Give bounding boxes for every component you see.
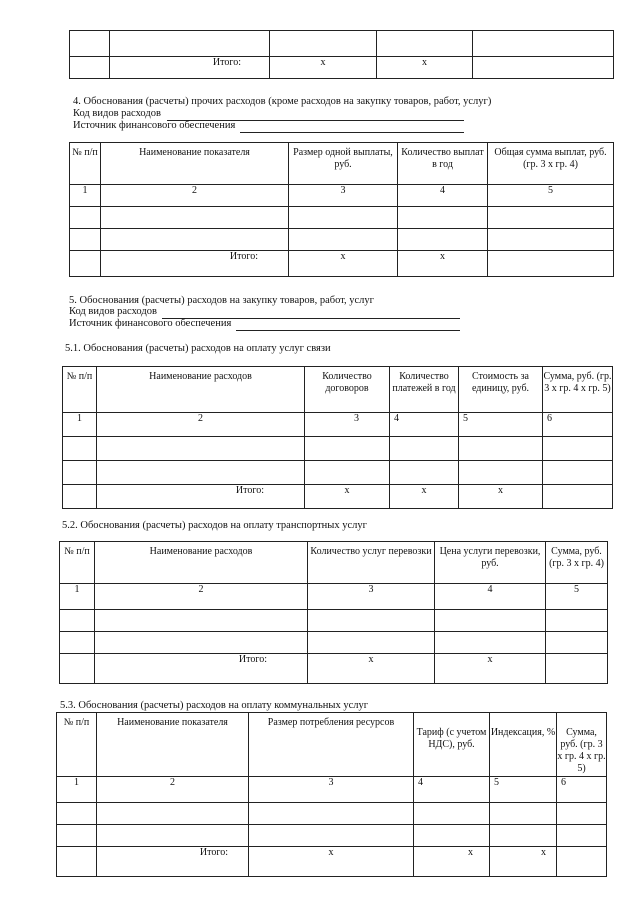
total-label: Итого:	[97, 485, 305, 509]
funding-source-label: Источник финансового обеспечения	[73, 120, 236, 131]
col-header: № п/п	[70, 143, 101, 185]
col-number: 6	[557, 777, 607, 803]
cell-x: х	[270, 57, 377, 79]
funding-source-line	[236, 330, 460, 331]
col-number: 4	[414, 777, 490, 803]
cell-x: х	[377, 57, 473, 79]
col-header: Наименование показателя	[97, 713, 249, 777]
section-4-title: 4. Обоснования (расчеты) прочих расходов (кроме расходов на закупку товаров, работ, услуг)	[73, 96, 492, 107]
cell-x: х	[305, 485, 390, 509]
col-header: Общая сумма выплат, руб. (гр. 3 х гр. 4)	[488, 143, 614, 185]
cell-x: х	[289, 251, 398, 277]
total-label: Итого:	[95, 654, 308, 684]
col-number: 2	[97, 413, 305, 437]
cell-x: х	[398, 251, 488, 277]
cell-x: х	[249, 847, 414, 877]
col-header: Количество услуг перевозки	[308, 542, 435, 584]
col-header: Сумма, руб. (гр. 3 х гр. 4 х гр. 5)	[557, 713, 607, 777]
section-5-3-title: 5.3. Обоснования (расчеты) расходов на оплату коммунальных услуг	[60, 700, 369, 711]
col-number: 3	[305, 413, 390, 437]
section-5-title: 5. Обоснования (расчеты) расходов на закупку товаров, работ, услуг	[69, 295, 374, 306]
col-header: Наименование показателя	[101, 143, 289, 185]
col-number: 3	[308, 584, 435, 610]
col-number: 5	[490, 777, 557, 803]
col-header: Количество выплат в год	[398, 143, 488, 185]
total-label: Итого:	[101, 251, 289, 277]
col-header: № п/п	[63, 367, 97, 413]
col-number: 5	[459, 413, 543, 437]
total-label: Итого:	[110, 57, 270, 79]
col-header: Индексация, %	[490, 713, 557, 777]
col-header: Сумма, руб. (гр. 3 х гр. 4)	[546, 542, 608, 584]
expense-code-label: Код видов расходов	[69, 306, 157, 317]
col-number: 2	[95, 584, 308, 610]
col-header: Размер одной выплаты, руб.	[289, 143, 398, 185]
expense-code-label: Код видов расходов	[73, 108, 161, 119]
funding-source-label: Источник финансового обеспечения	[69, 318, 232, 329]
col-number: 4	[435, 584, 546, 610]
col-number: 2	[97, 777, 249, 803]
table-5-1	[62, 366, 613, 509]
cell-x: х	[459, 485, 543, 509]
cell-x: х	[490, 847, 557, 877]
cell-x: х	[308, 654, 435, 684]
section-5-2-title: 5.2. Обоснования (расчеты) расходов на оплату транспортных услуг	[62, 520, 367, 531]
prev-table-fragment	[69, 30, 614, 79]
table-5-3	[56, 712, 607, 877]
table-4	[69, 142, 614, 277]
cell-x: х	[390, 485, 459, 509]
col-number: 3	[249, 777, 414, 803]
col-header: № п/п	[60, 542, 95, 584]
col-header: Количество платежей в год	[390, 367, 459, 413]
funding-source-line	[240, 132, 464, 133]
col-number: 6	[543, 413, 613, 437]
total-label: Итого:	[97, 847, 249, 877]
col-header: Количество договоров	[305, 367, 390, 413]
cell-x: х	[414, 847, 490, 877]
col-header: Цена услуги перевозки, руб.	[435, 542, 546, 584]
col-number: 1	[70, 185, 101, 207]
col-header: № п/п	[57, 713, 97, 777]
cell-x: х	[435, 654, 546, 684]
section-5-1-title: 5.1. Обоснования (расчеты) расходов на оплату услуг связи	[65, 343, 331, 354]
col-header: Наименование расходов	[97, 367, 305, 413]
col-header: Размер потребления ресурсов	[249, 713, 414, 777]
col-header: Тариф (с учетом НДС), руб.	[414, 713, 490, 777]
col-header: Сумма, руб. (гр. 3 х гр. 4 х гр. 5)	[543, 367, 613, 413]
table-5-2	[59, 541, 608, 684]
col-number: 5	[546, 584, 608, 610]
col-number: 4	[398, 185, 488, 207]
col-number: 4	[390, 413, 459, 437]
col-number: 1	[60, 584, 95, 610]
col-number: 3	[289, 185, 398, 207]
col-number: 1	[63, 413, 97, 437]
col-number: 5	[488, 185, 614, 207]
col-number: 1	[57, 777, 97, 803]
col-header: Стоимость за единицу, руб.	[459, 367, 543, 413]
col-header: Наименование расходов	[95, 542, 308, 584]
col-number: 2	[101, 185, 289, 207]
